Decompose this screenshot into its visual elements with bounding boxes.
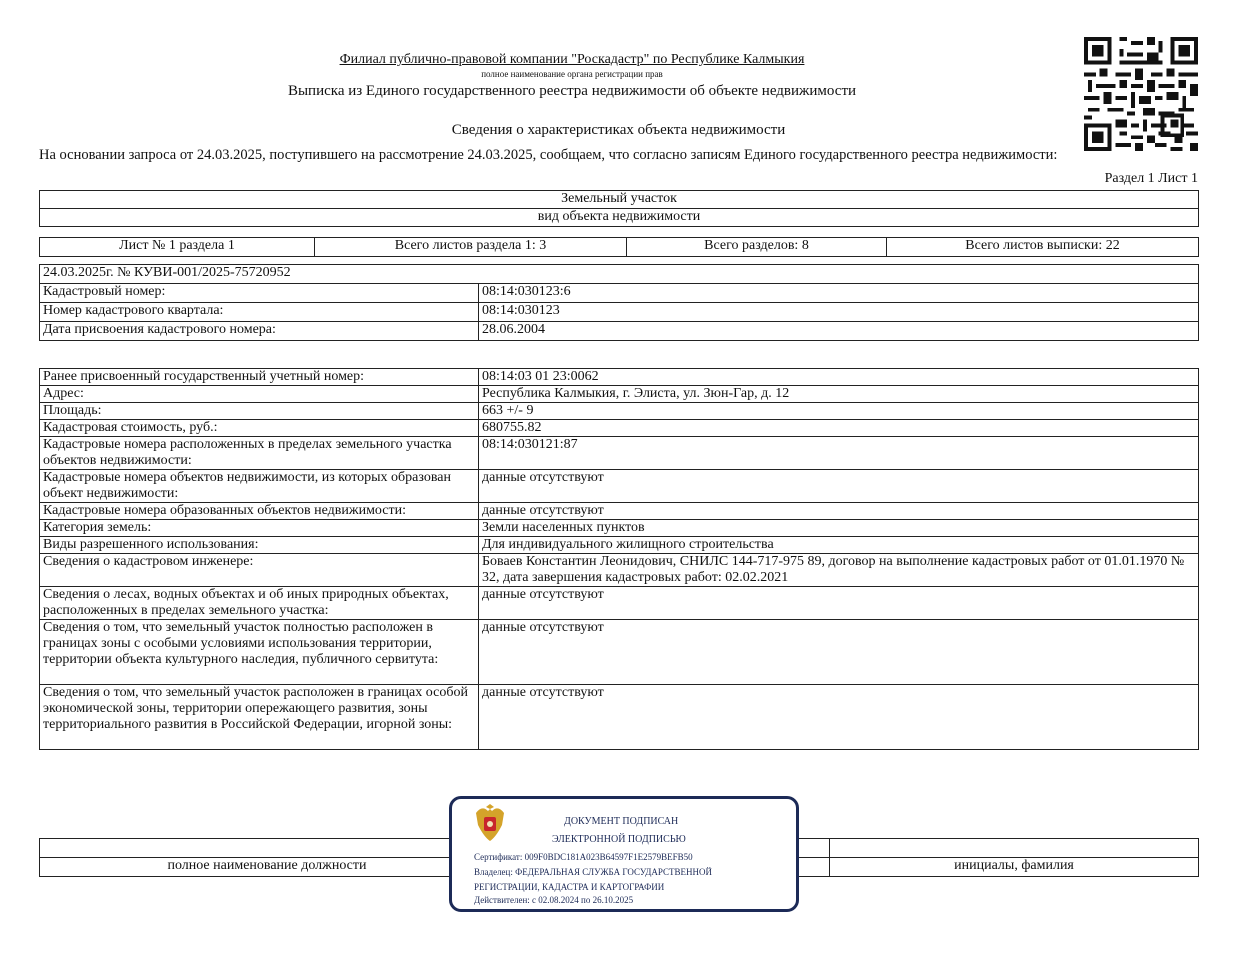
row-value: 28.06.2004 xyxy=(479,322,1199,341)
table-row xyxy=(40,620,1199,685)
row-label: Кадастровые номера расположенных в пределах земельного участка объектов недвижимости: xyxy=(40,437,479,470)
row-label: Номер кадастрового квартала: xyxy=(40,303,479,322)
subtitle: Сведения о характеристиках объекта недвижимости xyxy=(451,122,786,138)
qr-code-icon xyxy=(1084,37,1198,151)
table-row xyxy=(40,437,1199,470)
stamp-owner2: РЕГИСТРАЦИИ, КАДАСТРА И КАРТОГРАФИИ xyxy=(474,882,665,892)
row-value: Республика Калмыкия, г. Элиста, ул. Зюн-Гар, д. 12 xyxy=(479,386,1199,403)
row-value: данные отсутствуют xyxy=(479,470,1199,503)
total-sheets: Всего листов выписки: 22 xyxy=(887,238,1199,257)
intro-text: На основании запроса от 24.03.2025, поступившего на рассмотрение 24.03.2025, сообщаем, что согласно записям Единого государственного реестра недвижимости: xyxy=(39,147,1058,163)
table-row xyxy=(40,685,1199,750)
table-row xyxy=(40,554,1199,587)
object-type: Земельный участок xyxy=(40,191,1199,209)
row-value: 08:14:030123:6 xyxy=(479,284,1199,303)
table-row xyxy=(40,420,1199,437)
table-row xyxy=(40,369,1199,386)
table-row xyxy=(40,284,1199,303)
sheet-number: Лист № 1 раздела 1 xyxy=(40,238,315,257)
row-label: Сведения о том, что земельный участок полностью расположен в границах зоны с особыми условиями использования территории, территории объекта культурного наследия, публичного сервитута: xyxy=(40,620,479,685)
record-id: 24.03.2025г. № КУВИ-001/2025-75720952 xyxy=(40,265,1199,284)
section-ref: Раздел 1 Лист 1 xyxy=(1104,171,1198,186)
electronic-signature-stamp xyxy=(449,796,799,912)
row-value: Земли населенных пунктов xyxy=(479,520,1199,537)
org-line: Филиал публично-правовой компании "Роскадастр" по Республике Калмыкия xyxy=(339,52,805,67)
row-label: Кадастровые номера образованных объектов недвижимости: xyxy=(40,503,479,520)
row-label: Ранее присвоенный государственный учетный номер: xyxy=(40,369,479,386)
row-value: данные отсутствуют xyxy=(479,503,1199,520)
row-label: Кадастровый номер: xyxy=(40,284,479,303)
table-row xyxy=(40,386,1199,403)
table-row xyxy=(40,403,1199,420)
details-table xyxy=(39,368,1199,750)
doc-title: Выписка из Единого государственного реестра недвижимости об объекте недвижимости xyxy=(287,83,857,99)
sheet-info-table xyxy=(39,237,1199,257)
org-caption: полное наименование органа регистрации прав xyxy=(481,69,663,79)
name-caption: инициалы, фамилия xyxy=(830,858,1199,877)
table-row xyxy=(40,520,1199,537)
table-row xyxy=(40,503,1199,520)
stamp-line1: ДОКУМЕНТ ПОДПИСАН xyxy=(564,816,679,827)
table-row xyxy=(40,587,1199,620)
stamp-owner1: Владелец: ФЕДЕРАЛЬНАЯ СЛУЖБА ГОСУДАРСТВЕННОЙ xyxy=(474,867,713,877)
table-row xyxy=(40,470,1199,503)
row-value: данные отсутствуют xyxy=(479,620,1199,685)
stamp-line2: ЭЛЕКТРОННОЙ ПОДПИСЬЮ xyxy=(552,834,686,845)
row-label: Сведения о лесах, водных объектах и об иных природных объектах, расположенных в пределах земельного участка: xyxy=(40,587,479,620)
row-label: Площадь: xyxy=(40,403,479,420)
row-value: данные отсутствуют xyxy=(479,587,1199,620)
row-value: данные отсутствуют xyxy=(479,685,1199,750)
row-value: 08:14:030123 xyxy=(479,303,1199,322)
coat-of-arms-icon xyxy=(472,803,508,843)
total-section-sheets: Всего листов раздела 1: 3 xyxy=(315,238,627,257)
row-label: Сведения о кадастровом инженере: xyxy=(40,554,479,587)
table-row xyxy=(40,322,1199,341)
row-label: Кадастровые номера объектов недвижимости, из которых образован объект недвижимости: xyxy=(40,470,479,503)
object-type-caption: вид объекта недвижимости xyxy=(40,209,1199,227)
record-table xyxy=(39,264,1199,341)
row-value: 680755.82 xyxy=(479,420,1199,437)
row-value: 663 +/- 9 xyxy=(479,403,1199,420)
row-label: Дата присвоения кадастрового номера: xyxy=(40,322,479,341)
row-value: 08:14:030121:87 xyxy=(479,437,1199,470)
object-type-table xyxy=(39,190,1199,227)
stamp-cert: Сертификат: 009F0BDC181A023B64597F1E2579BEFB50 xyxy=(474,852,693,862)
table-row xyxy=(40,303,1199,322)
row-label: Категория земель: xyxy=(40,520,479,537)
row-label: Виды разрешенного использования: xyxy=(40,537,479,554)
table-row xyxy=(40,537,1199,554)
stamp-valid: Действителен: с 02.08.2024 по 26.10.2025 xyxy=(474,895,634,905)
row-value: Для индивидуального жилищного строительства xyxy=(479,537,1199,554)
row-value: 08:14:03 01 23:0062 xyxy=(479,369,1199,386)
position-caption: полное наименование должности xyxy=(40,858,495,877)
row-label: Адрес: xyxy=(40,386,479,403)
row-label: Кадастровая стоимость, руб.: xyxy=(40,420,479,437)
total-sections: Всего разделов: 8 xyxy=(627,238,887,257)
row-value: Боваев Константин Леонидович, СНИЛС 144-717-975 89, договор на выполнение кадастровых работ от 01.01.1970 № 32, дата завершения кадастровых работ: 02.02.2021 xyxy=(479,554,1199,587)
row-label: Сведения о том, что земельный участок расположен в границах особой экономической зоны, территории опережающего развития, зоны территориального развития в Российской Федерации, игорной зоны: xyxy=(40,685,479,750)
